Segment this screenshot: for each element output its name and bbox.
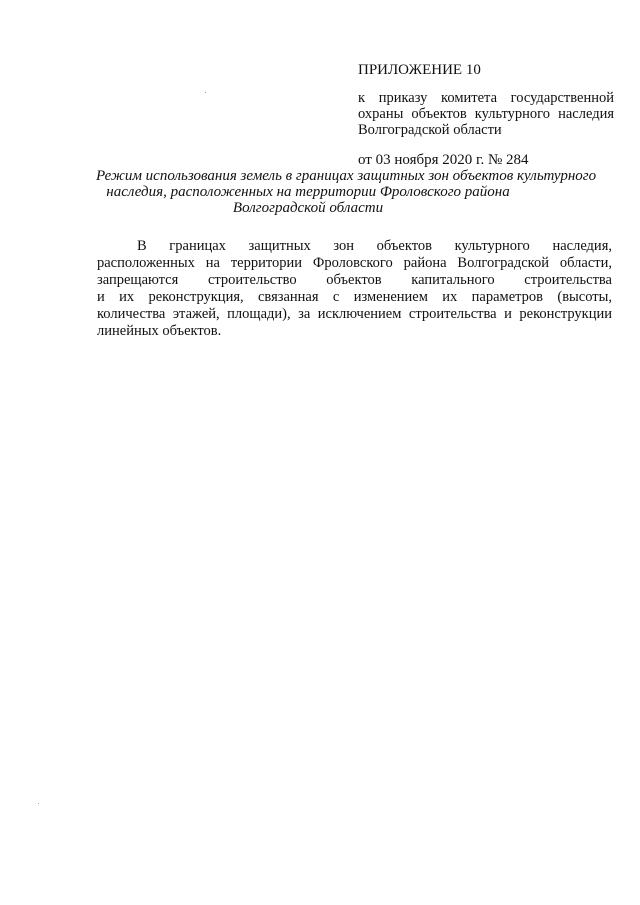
appendix-basis-line: к приказу комитета государственной [358, 90, 614, 106]
body-paragraph [97, 238, 612, 340]
scan-speck [205, 92, 206, 93]
body-line: запрещаются строительство объектов капитального строительства [97, 272, 612, 288]
body-line: количества этажей, площади), за исключением строительства и реконструкции [97, 306, 612, 322]
heading-line: Волгоградской области [232, 200, 384, 216]
body-line: и их реконструкция, связанная с изменением их параметров (высоты, [97, 289, 612, 305]
body-line: расположенных на территории Фроловского района Волгоградской области, [97, 255, 612, 271]
body-line: В границах защитных зон объектов культурного наследия, [137, 238, 612, 254]
appendix-basis [358, 90, 614, 138]
heading-line: наследия, расположенных на территории Фроловского района [106, 184, 510, 200]
body-line: линейных объектов. [97, 323, 222, 339]
document-heading [96, 168, 597, 216]
appendix-date: от 03 ноября 2020 г. № 284 [358, 152, 529, 168]
scan-speck [38, 803, 39, 804]
appendix-basis-line: охраны объектов культурного наследия [358, 106, 614, 122]
appendix-block [358, 62, 614, 168]
heading-line: Режим использования земель в границах защитных зон объектов культурного [96, 168, 597, 184]
appendix-title: ПРИЛОЖЕНИЕ 10 [358, 62, 481, 78]
appendix-basis-line: Волгоградской области [358, 122, 502, 138]
